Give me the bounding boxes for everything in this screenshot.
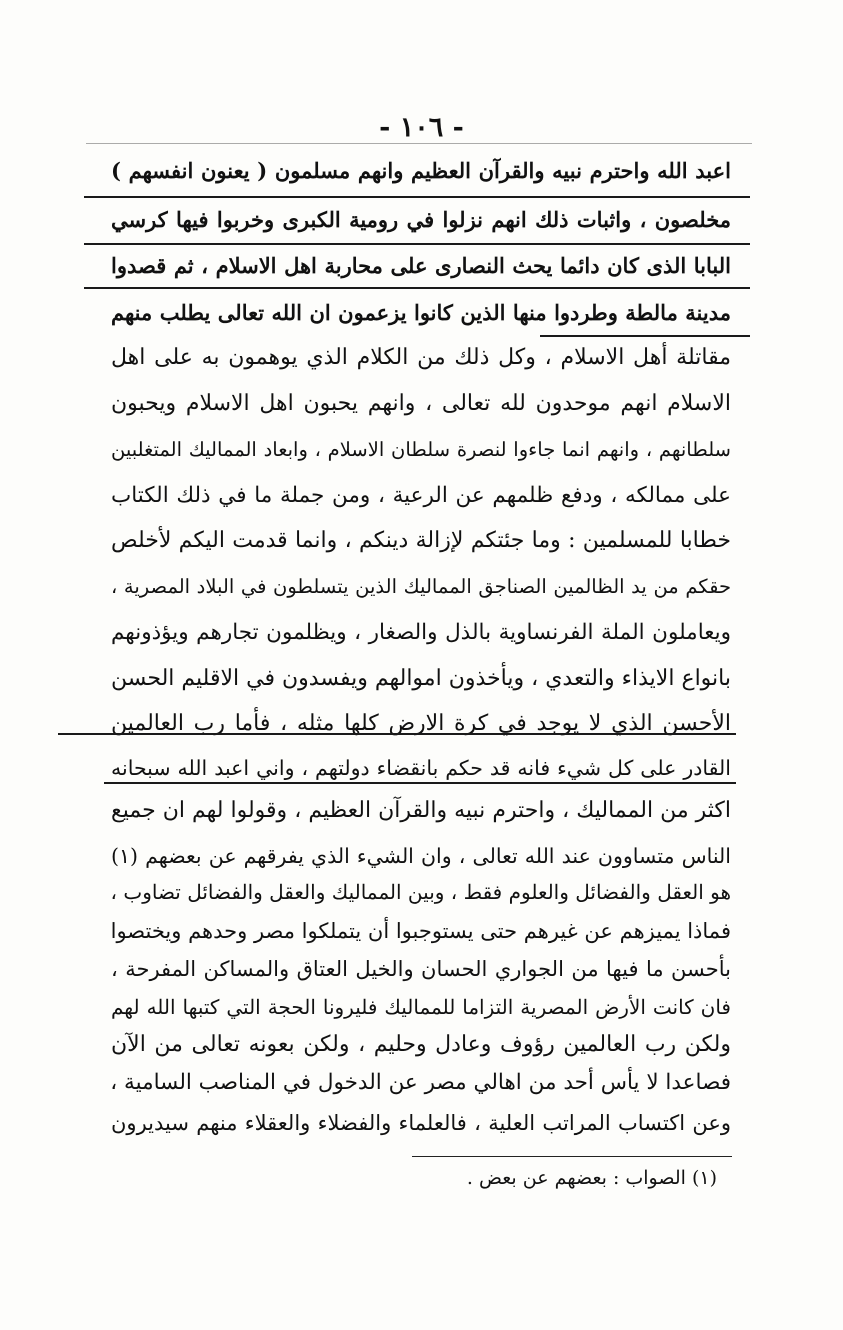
footnote: (١) الصواب : بعضهم عن بعض . — [466, 1167, 717, 1189]
text-line: الناس متساوون عند الله تعالى ، وان الشيء الذي يفرقهم عن بعضهم (١) — [111, 844, 731, 868]
text-line: القادر على كل شيء فانه قد حكم بانقضاء دولتهم ، واني اعبد الله سبحانه — [111, 756, 731, 780]
text-line: على ممالكه ، ودفع ظلمهم عن الرعية ، ومن جملة ما في ذلك الكتاب — [111, 483, 731, 508]
underline-rule — [58, 733, 736, 735]
text-line: فماذا يميزهم عن غيرهم حتى يستوجبوا أن يتملكوا مصر وحدهم ويختصوا — [110, 919, 731, 943]
text-line: البابا الذى كان دائما يحث النصارى على محاربة اهل الاسلام ، ثم قصدوا — [111, 253, 731, 278]
footnote-rule — [412, 1156, 732, 1157]
text-line: فصاعدا لا يأس أحد من اهالي مصر عن الدخول في المناصب السامية ، — [110, 1070, 731, 1095]
page-number: - ١٠٦ - — [379, 112, 464, 143]
text-line: فان كانت الأرض المصرية التزاما للمماليك فليرونا الحجة التي كتبها الله لهم — [111, 995, 731, 1019]
text-line: حقكم من يد الظالمين الصناجق المماليك الذين يتسلطون في البلاد المصرية ، — [111, 575, 731, 598]
underline-rule — [104, 782, 736, 784]
text-line: مخلصون ، واثبات ذلك انهم نزلوا في رومية الكبرى وخربوا فيها كرسي — [111, 207, 731, 232]
text-line: الاسلام انهم موحدون لله تعالى ، وانهم يحبون اهل الاسلام ويحبون — [111, 391, 731, 416]
text-line: اعبد الله واحترم نبيه والقرآن العظيم وانهم مسلمون ( يعنون انفسهم ) — [111, 158, 731, 183]
text-line: ويعاملون الملة الفرنساوية بالذل والصغار ، ويظلمون تجارهم ويؤذونهم — [111, 620, 731, 645]
text-line: سلطانهم ، وانهم انما جاءوا لنصرة سلطان الاسلام ، وابعاد المماليك المتغلبين — [111, 438, 731, 461]
text-line: الأحسن الذي لا يوجد في كرة الارض كلها مثله ، فأما رب العالمين — [111, 711, 731, 736]
text-line: بأحسن ما فيها من الجواري الحسان والخيل العتاق والمساكن المفرحة ، — [111, 957, 731, 981]
text-line: ولكن رب العالمين رؤوف وعادل وحليم ، ولكن بعونه تعالى من الآن — [111, 1032, 731, 1057]
text-line: خطابا للمسلمين : وما جئتكم لإزالة دينكم ، وانما قدمت اليكم لأخلص — [111, 528, 731, 553]
underline-rule — [84, 196, 750, 198]
text-line: هو العقل والفضائل والعلوم فقط ، وبين المماليك والعقل والفضائل تضاوب ، — [110, 880, 731, 904]
underline-rule — [84, 287, 750, 289]
text-line: وعن اكتساب المراتب العلية ، فالعلماء والفضلاء والعقلاء منهم سيديرون — [111, 1111, 731, 1135]
underline-rule — [540, 335, 750, 337]
text-line: مدينة مالطة وطردوا منها الذين كانوا يزعمون ان الله تعالى يطلب منهم — [111, 300, 731, 325]
text-line: اكثر من المماليك ، واحترم نبيه والقرآن العظيم ، وقولوا لهم ان جميع — [111, 798, 731, 823]
underline-rule — [84, 243, 750, 245]
text-line: مقاتلة أهل الاسلام ، وكل ذلك من الكلام الذي يوهمون به على اهل — [111, 345, 731, 370]
text-line: بانواع الايذاء والتعدي ، ويأخذون اموالهم ويفسدون في الاقليم الحسن — [111, 666, 731, 691]
